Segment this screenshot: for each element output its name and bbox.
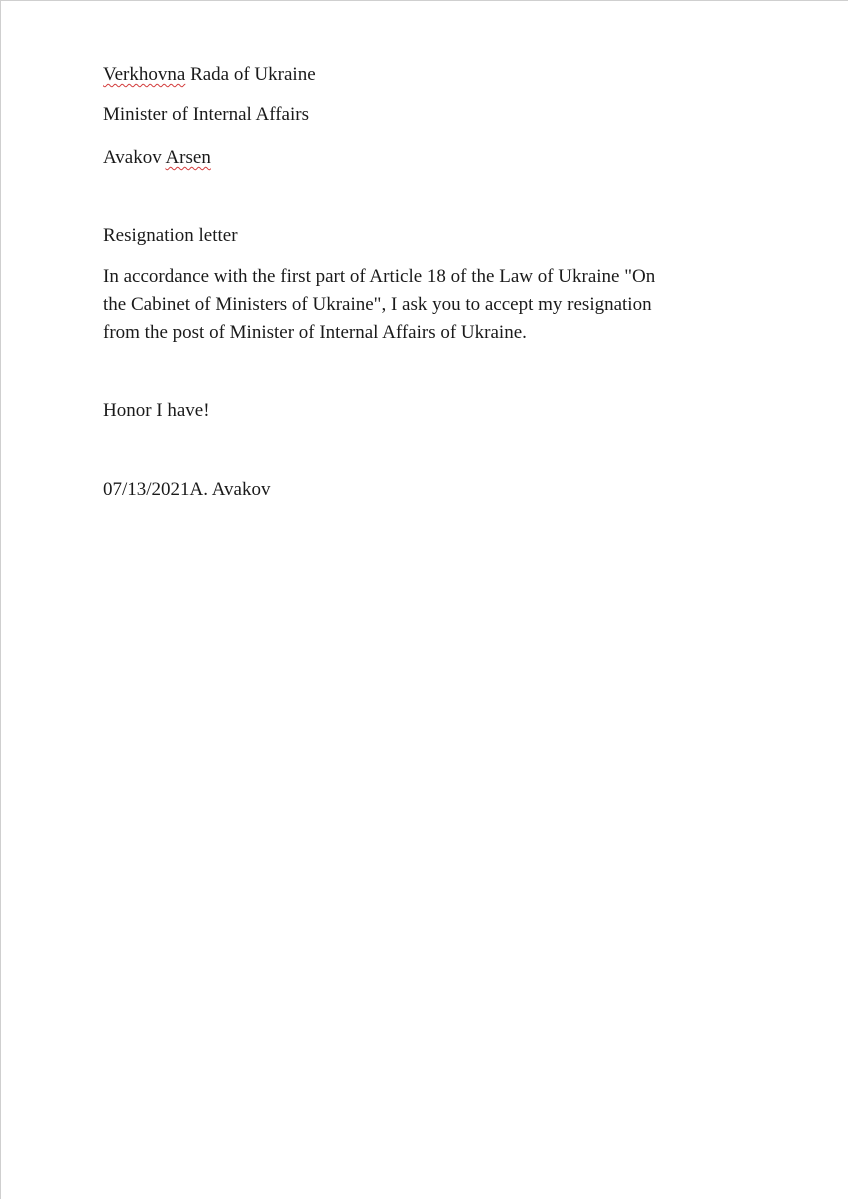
letter-title: Resignation letter	[103, 225, 238, 246]
recipient-line-3	[103, 144, 211, 171]
recipient-firstname: Arsen	[165, 147, 211, 168]
recipient-line-1	[103, 61, 316, 88]
body-line-3: from the post of Minister of Internal Affairs of Ukraine.	[103, 322, 527, 343]
recipient-line-1-rest: Rada of Ukraine	[185, 64, 316, 85]
recipient-line-2: Minister of Internal Affairs	[103, 104, 309, 125]
letter-body	[103, 263, 793, 347]
body-line-1: In accordance with the first part of Article 18 of the Law of Ukraine "On	[103, 266, 656, 287]
body-line-2: the Cabinet of Ministers of Ukraine", I ask you to accept my resignation	[103, 294, 652, 315]
letter-closing: Honor I have!	[103, 400, 210, 421]
date-signature: 07/13/2021A. Avakov	[103, 479, 271, 500]
recipient-surname: Avakov	[103, 147, 166, 168]
recipient-word-verkhovna: Verkhovna	[103, 64, 186, 85]
